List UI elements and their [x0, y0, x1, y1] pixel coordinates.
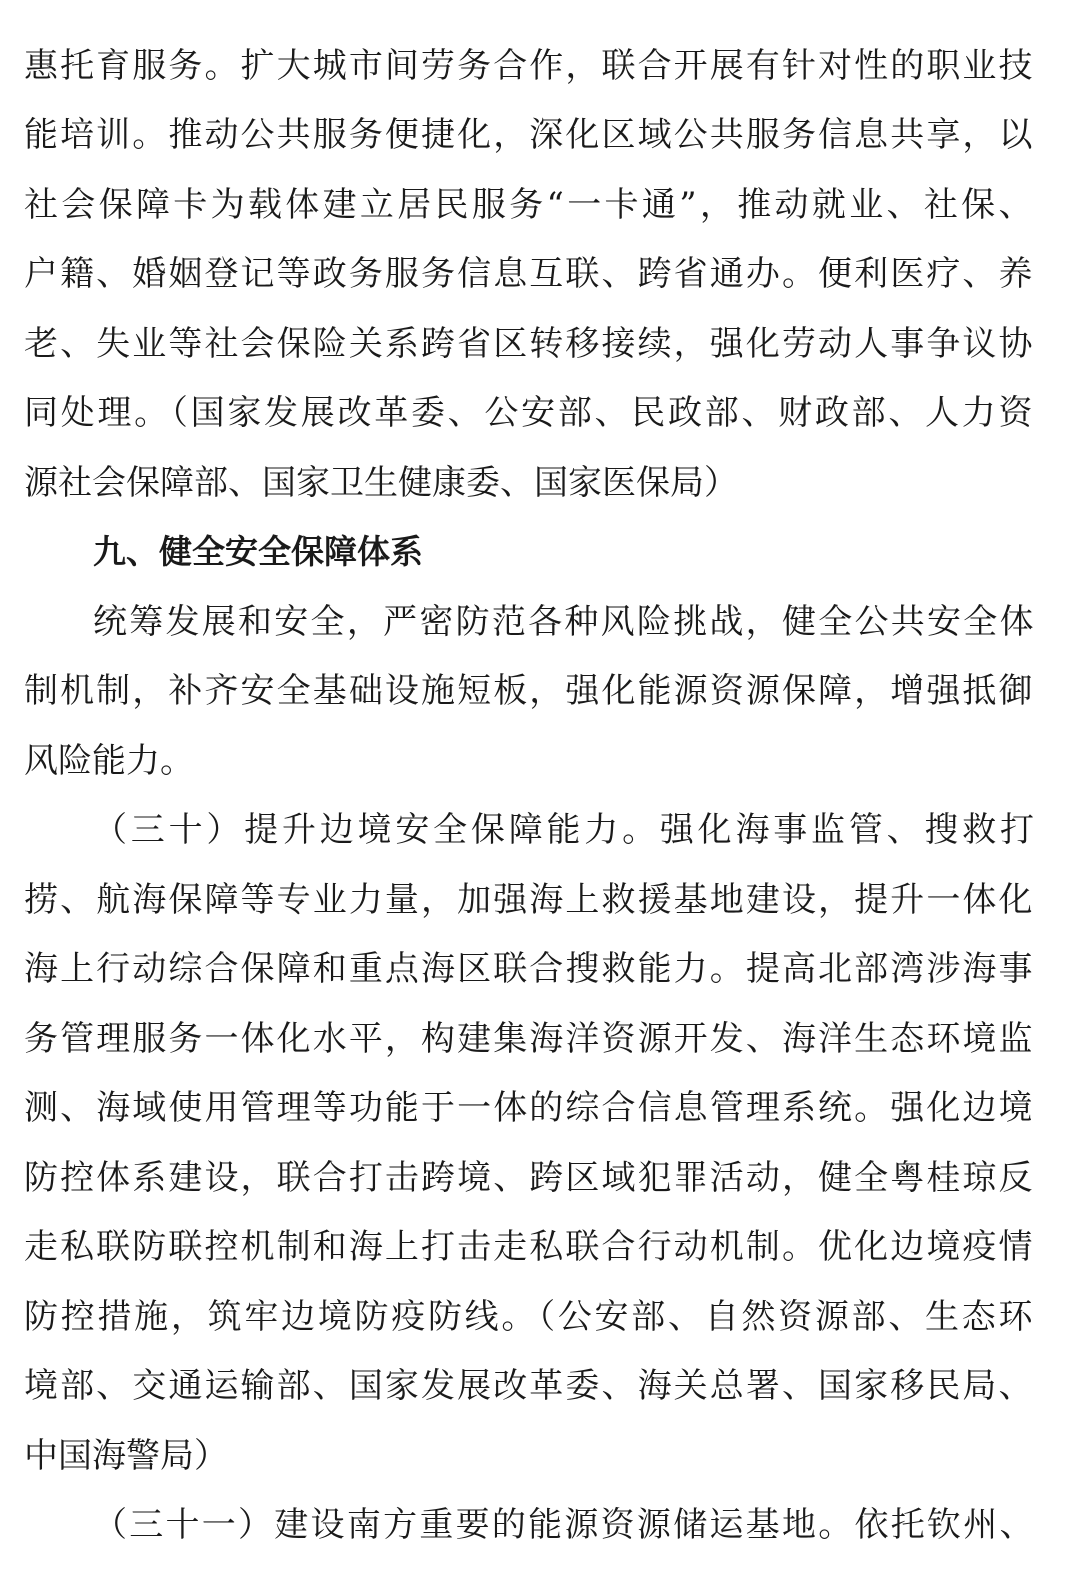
text-line — [24, 872, 1046, 928]
text-line — [24, 316, 1046, 372]
text-line — [24, 1219, 1046, 1275]
line-text: 测、海域使用管理等功能于一体的综合信息管理系统。强化边境 — [24, 1088, 1035, 1128]
heading-text: 九、健全安全保障体系 — [93, 532, 423, 571]
text-line — [24, 38, 1046, 94]
line-text: （三十）提升边境安全保障能力。强化海事监管、搜救打 — [93, 810, 1038, 850]
text-line — [24, 1289, 1046, 1345]
line-text: 老、失业等社会保险关系跨省区转移接续，强化劳动人事争议协 — [24, 324, 1035, 364]
line-text: 户籍、婚姻登记等政务服务信息互联、跨省通办。便利医疗、养 — [24, 254, 1035, 294]
text-line — [24, 107, 1046, 163]
line-text: 走私联防联控机制和海上打击走私联合行动机制。优化边境疫情 — [24, 1227, 1035, 1267]
section-heading — [93, 524, 423, 580]
line-text: 同处理。（国家发展改革委、公安部、民政部、财政部、人力资 — [24, 393, 1036, 433]
text-line — [24, 1011, 1046, 1067]
text-line — [24, 663, 1046, 719]
line-text: 社会保障卡为载体建立居民服务“一卡通”，推动就业、社保、 — [24, 185, 1036, 225]
line-text: 防控体系建设，联合打击跨境、跨区域犯罪活动，健全粤桂琼反 — [24, 1158, 1035, 1198]
text-line — [93, 1497, 1046, 1553]
line-text: 统筹发展和安全，严密防范各种风险挑战，健全公共安全体 — [93, 602, 1036, 642]
text-line — [24, 941, 1046, 997]
text-line — [24, 1150, 1046, 1206]
line-text: 海上行动综合保障和重点海区联合搜救能力。提高北部湾涉海事 — [24, 949, 1035, 989]
text-line — [24, 1080, 1046, 1136]
line-text: 防控措施，筑牢边境防疫防线。（公安部、自然资源部、生态环 — [24, 1297, 1036, 1337]
text-line — [24, 1358, 1046, 1414]
line-text: 制机制，补齐安全基础设施短板，强化能源资源保障，增强抵御 — [24, 671, 1035, 711]
text-line — [93, 802, 1046, 858]
line-text: 捞、航海保障等专业力量，加强海上救援基地建设，提升一体化 — [24, 880, 1035, 920]
text-line — [24, 455, 738, 511]
text-line — [93, 594, 1046, 650]
text-line — [24, 385, 1046, 441]
line-text: 能培训。推动公共服务便捷化，深化区域公共服务信息共享，以 — [24, 115, 1035, 155]
line-text: 境部、交通运输部、国家发展改革委、海关总署、国家移民局、 — [24, 1366, 1035, 1406]
text-line — [24, 733, 194, 789]
text-line — [24, 1428, 228, 1484]
line-text: 中国海警局） — [24, 1436, 228, 1476]
line-text: 务管理服务一体化水平，构建集海洋资源开发、海洋生态环境监 — [24, 1019, 1035, 1059]
line-text: （三十一）建设南方重要的能源资源储运基地。依托钦州、 — [93, 1505, 1036, 1545]
text-line — [24, 246, 1046, 302]
line-text: 惠托育服务。扩大城市间劳务合作，联合开展有针对性的职业技 — [24, 46, 1035, 86]
line-text: 源社会保障部、国家卫生健康委、国家医保局） — [24, 463, 738, 503]
line-text: 风险能力。 — [24, 741, 194, 781]
text-line — [24, 177, 1046, 233]
